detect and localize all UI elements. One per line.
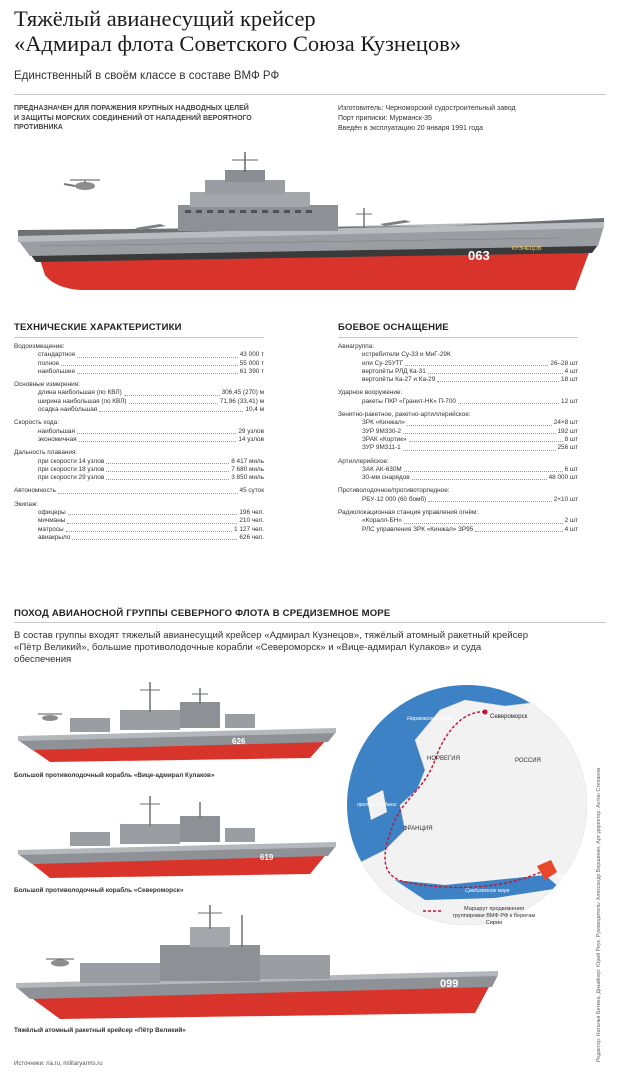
armament-row-value: 48 000 шт — [548, 474, 578, 482]
armament-row-value: 8 шт — [564, 435, 578, 443]
dot-leader — [458, 398, 559, 404]
specs-row — [14, 517, 264, 525]
dot-leader — [403, 444, 556, 450]
armament-row-label: ЗРАК «Кортик» — [362, 435, 407, 443]
label-norwegian-sea: Норвежское море — [407, 716, 453, 722]
armament-row-value: 26–28 шт — [550, 359, 578, 367]
specs-row-value: 210 чел. — [239, 517, 264, 525]
dot-leader — [67, 517, 237, 523]
armament-row-label: ЗУР 9М311-1 — [362, 444, 401, 452]
service-text: Введён в эксплуатацию 20 января 1991 года — [338, 125, 483, 132]
armament-row — [338, 398, 578, 406]
specs-list — [14, 343, 264, 542]
specs-group-title: Основные измерения: — [14, 381, 80, 389]
specs-group-title: Скорость хода: — [14, 419, 59, 427]
hull-name: КУЗНЕЦОВ — [512, 246, 542, 252]
specs-group — [14, 487, 264, 495]
dot-leader — [79, 436, 237, 442]
title-line-2: «Адмирал флота Советского Союза Кузнецов» — [14, 31, 462, 56]
specs-group-title: Водоизмещение: — [14, 343, 65, 350]
specs-row-label: наибольшая — [38, 427, 75, 435]
specs-row-label: при скорости 14 узлов — [38, 457, 105, 465]
armament-row-value: 6 шт — [564, 465, 578, 473]
armament-section — [338, 322, 578, 534]
specs-row-label: офицеры — [38, 509, 66, 517]
dot-leader — [106, 474, 229, 480]
kulakov-illustration — [10, 680, 340, 770]
armament-row-label: ЗУР 9М330-2 — [362, 427, 402, 435]
specs-group — [14, 501, 264, 542]
dot-leader — [124, 389, 220, 395]
armament-row-label: РБУ-12 000 (60 бомб) — [362, 495, 427, 503]
specs-row — [14, 406, 264, 414]
armament-row-label: истребители Су-33 и МиГ-29К — [362, 351, 451, 359]
armament-row — [338, 419, 578, 427]
armament-row-label: ЗАК АК-630М — [362, 465, 402, 473]
armament-row-value: 2 шт — [564, 517, 578, 525]
kuznetsov-illustration — [0, 150, 620, 305]
specs-row — [14, 428, 264, 436]
dot-leader — [405, 360, 548, 366]
label-severomorsk: Североморск — [490, 714, 528, 720]
armament-group — [338, 458, 578, 483]
specs-row-value: 14 узлов — [238, 435, 264, 443]
maker-text: Изготовитель: Черноморский судостроительный завод — [338, 105, 516, 112]
specs-row-value: 306,45 (270) м — [221, 389, 264, 397]
specs-row — [14, 368, 264, 376]
dot-leader — [412, 474, 547, 480]
specs-group — [14, 381, 264, 414]
caption-petr: Тяжёлый атомный ракетный крейсер «Пётр Великий» — [14, 1027, 186, 1034]
title-line-1: Тяжёлый авианесущий крейсер — [14, 6, 316, 31]
caption-kulakov: Большой противолодочный корабль «Вице-адмирал Кулаков» — [14, 772, 215, 779]
specs-row-value: 1 127 чел. — [234, 525, 264, 533]
armament-group-title: Ударное вооружение: — [338, 389, 403, 397]
label-russia: РОССИЯ — [515, 758, 541, 764]
armament-group-title: Радиолокационная станция управления огнём: — [338, 509, 479, 517]
dot-leader — [404, 517, 563, 523]
armament-group-title: Артиллерийское: — [338, 457, 389, 465]
armament-row-value: 2×10 шт — [553, 495, 578, 503]
specs-row-value: 55 000 т — [239, 359, 264, 367]
armament-row-value: 18 шт — [561, 376, 578, 384]
dot-leader — [77, 428, 236, 434]
port-text: Порт приписки: Мурманск-35 — [338, 115, 432, 122]
specs-group-title: Экипаж: — [14, 500, 39, 508]
dot-leader — [437, 376, 559, 382]
armament-group-title: Зенитно-ракетное, ракетно-артиллерийское: — [338, 411, 471, 419]
specs-row-label: экономичная — [38, 435, 77, 443]
sources: Источники: ria.ru, militaryarms.ru — [14, 1061, 103, 1067]
armament-group-title: Противолодочное/противоторпедное: — [338, 487, 450, 495]
specs-row — [14, 436, 264, 444]
specs-row-value: 45 суток — [239, 487, 264, 495]
armament-row-label: вертолёты Ка-27 и Ка-29 — [362, 376, 436, 384]
armament-row-value: 192 шт — [557, 427, 578, 435]
specs-row-value: 29 узлов — [238, 427, 264, 435]
armament-row — [338, 444, 578, 452]
dot-leader — [106, 466, 229, 472]
armament-row-label: 30-мм снарядов — [362, 474, 410, 482]
armament-row — [338, 376, 578, 384]
dot-leader — [72, 534, 237, 540]
armament-row-value: 12 шт — [561, 397, 578, 405]
specs-row-label: при скорости 29 узлов — [38, 474, 105, 482]
specs-section — [14, 322, 264, 542]
dot-leader — [77, 368, 238, 374]
specs-row — [14, 466, 264, 474]
specs-row-value: 8 417 миль — [231, 457, 264, 465]
purpose-text: ПРЕДНАЗНАЧЕН ДЛЯ ПОРАЖЕНИЯ КРУПНЫХ НАДВОДНЫХ ЦЕЛЕЙ И ЗАЩИТЫ МОРСКИХ СОЕДИНЕНИЙ ОТ НАПАДЕНИЙ ВЕРОЯТНОГО ПРОТИВНИКА — [14, 105, 252, 131]
dot-leader — [404, 466, 563, 472]
header-divider — [14, 94, 606, 95]
armament-row-label: РЛС управления ЗРК «Кинжал» ЗР95 — [362, 525, 474, 533]
map-legend: Маршрут продвижения группировки ВМФ РФ к берегам Сирии — [452, 906, 536, 926]
ship-number-kulakov: 626 — [232, 737, 246, 746]
specs-row — [14, 360, 264, 368]
ship-number-petr: 099 — [440, 978, 459, 990]
dot-leader — [61, 360, 238, 366]
armament-group — [338, 487, 578, 504]
armament-heading: БОЕВОЕ ОСНАЩЕНИЕ — [338, 322, 449, 333]
specs-row-label: ширина наибольшая (по КВЛ) — [38, 397, 127, 405]
dot-leader — [68, 509, 238, 515]
label-norway: НОРВЕГИЯ — [427, 756, 460, 762]
armament-row — [338, 368, 578, 376]
specs-heading: ТЕХНИЧЕСКИЕ ХАРАКТЕРИСТИКИ — [14, 322, 182, 333]
armament-row-label: вертолёты РЛД Ка-31 — [362, 367, 426, 375]
island-superstructure — [178, 152, 338, 231]
armament-row — [338, 526, 578, 534]
specs-row — [14, 351, 264, 359]
severomorsk-illustration — [10, 790, 340, 885]
armament-row — [338, 351, 578, 359]
dot-leader — [453, 351, 576, 357]
armament-group — [338, 411, 578, 452]
specs-group-title: Дальность плавания: — [14, 449, 78, 457]
specs-row-label: при скорости 18 узлов — [38, 465, 105, 473]
specs-row-label: длина наибольшая (по КВЛ) — [38, 389, 122, 397]
armament-row-value: 256 шт — [557, 444, 578, 452]
armament-row — [338, 517, 578, 525]
dot-leader — [428, 368, 563, 374]
armament-row-label: или Су-25УТГ — [362, 359, 404, 367]
dot-leader — [66, 526, 232, 532]
campaign-heading: ПОХОД АВИАНОСНОЙ ГРУППЫ СЕВЕРНОГО ФЛОТА В СРЕДИЗЕМНОЕ МОРЕ — [14, 608, 391, 619]
armament-list — [338, 343, 578, 534]
specs-row — [14, 487, 264, 495]
campaign-text: В состав группы входят тяжелый авианесущий крейсер «Адмирал Кузнецов», тяжёлый атомный ракетный крейсер «Пётр Великий», большие противолодочные корабли «Североморск» и «Вице-адмирал Кулаков» и суда обеспечения — [14, 630, 529, 665]
armament-row-value: 4 шт — [564, 367, 578, 375]
specs-row-value: 10,4 м — [245, 406, 264, 414]
specs-row-label: наибольшее — [38, 367, 76, 375]
armament-row — [338, 360, 578, 368]
armament-row — [338, 496, 578, 504]
armament-row-label: «Коралл-БН» — [362, 517, 402, 525]
dot-leader — [407, 419, 552, 425]
specs-row — [14, 534, 264, 542]
label-france: ФРАНЦИЯ — [403, 826, 433, 832]
specs-row — [14, 526, 264, 534]
armament-group — [338, 509, 578, 534]
dot-leader — [99, 406, 243, 412]
label-syria: СИРИЯ — [557, 874, 577, 880]
caption-severomorsk: Большой противолодочный корабль «Североморск» — [14, 887, 184, 894]
armament-group-title: Авиагруппа: — [338, 343, 375, 350]
specs-row-value: 196 чел. — [239, 509, 264, 517]
dot-leader — [129, 398, 218, 404]
dot-leader — [428, 496, 552, 502]
armament-row-value: 24×8 шт — [553, 419, 578, 427]
label-la-manche: пролив Ла-Манш — [357, 802, 397, 808]
page-title — [14, 6, 574, 56]
page-subtitle: Единственный в своём классе в составе ВМФ РФ — [14, 70, 280, 82]
credits: Редактор: Наталья Бетина, Дизайнер: Юрий Реук, Руководитель: Александр Вершинин, Арт-директор: Антон Степанов — [596, 767, 602, 1062]
label-mediterranean: Средиземное море — [465, 888, 510, 894]
armament-row — [338, 436, 578, 444]
dot-leader — [409, 436, 563, 442]
specs-row-label: мичманы — [38, 517, 66, 525]
armament-row-value: 4 шт — [564, 525, 578, 533]
specs-row-label: авиакрыло — [38, 533, 71, 541]
specs-group — [14, 343, 264, 376]
specs-row-value: 626 чел. — [239, 533, 264, 541]
specs-row-value: 7 680 миль — [231, 465, 264, 473]
armament-row — [338, 466, 578, 474]
specs-row-label: стандартное — [38, 351, 76, 359]
specs-row — [14, 509, 264, 517]
dot-leader — [58, 487, 238, 493]
specs-row-label: матросы — [38, 525, 64, 533]
specs-row-value: 43 000 т — [239, 351, 264, 359]
dot-leader — [106, 458, 229, 464]
armament-group — [338, 343, 578, 384]
specs-group — [14, 449, 264, 482]
specs-row-label: Автономность — [14, 487, 56, 495]
armament-row-label: ЗРК «Кинжал» — [362, 419, 406, 427]
specs-row-label: осадка наибольшая — [38, 406, 98, 414]
specs-row — [14, 474, 264, 482]
helicopter-icon — [64, 180, 100, 190]
specs-group — [14, 419, 264, 444]
specs-row-label: полное — [38, 359, 60, 367]
specs-row-value: 61 390 т — [239, 367, 264, 375]
armament-group — [338, 389, 578, 406]
specs-row — [14, 458, 264, 466]
hull-number: 063 — [468, 248, 490, 263]
specs-row — [14, 389, 264, 397]
armament-row — [338, 474, 578, 482]
ship-info — [338, 104, 608, 134]
specs-row — [14, 398, 264, 406]
armament-row-label: ракеты ПКР «Гранит-НК» П-700 — [362, 397, 456, 405]
specs-row-value: 71,96 (33,41) м — [219, 397, 264, 405]
specs-row-value: 3 850 миль — [231, 474, 264, 482]
dot-leader — [475, 526, 562, 532]
ship-number-severomorsk: 619 — [260, 853, 274, 862]
dot-leader — [403, 428, 555, 434]
dot-leader — [77, 351, 237, 357]
armament-row — [338, 428, 578, 436]
